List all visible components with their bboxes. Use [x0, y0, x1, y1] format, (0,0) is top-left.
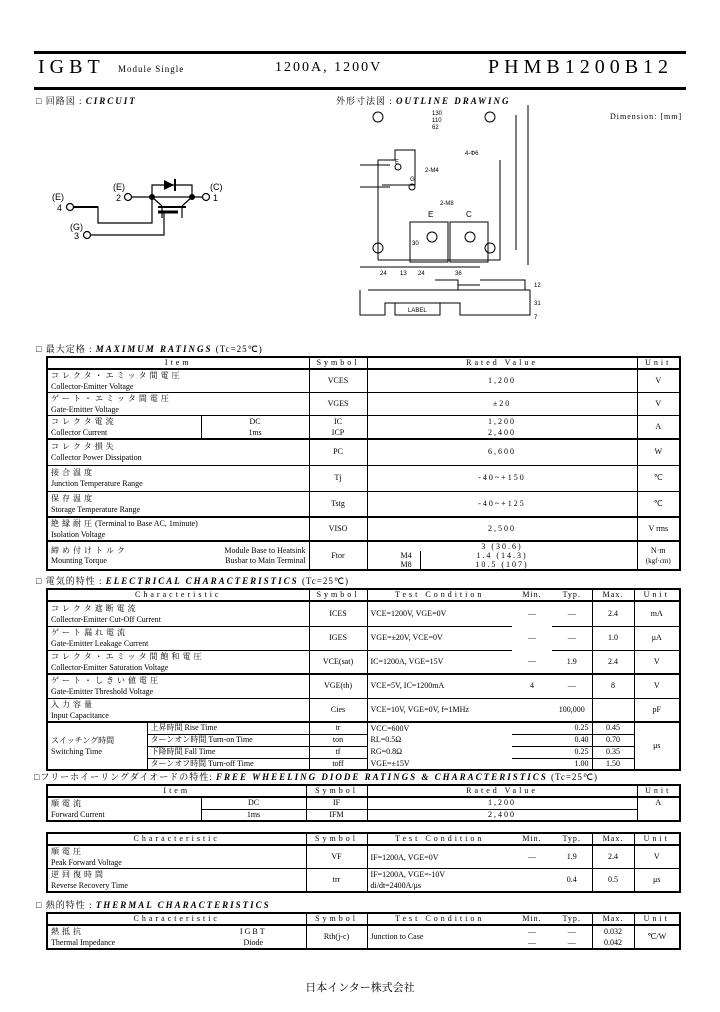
- header-bottom-rule: [34, 87, 686, 90]
- table-row: コレクタ・エミッタ間電圧 Collector-Emitter Voltage VCES 1,200 V: [47, 369, 680, 393]
- switching-row: スイッチング時間 Switching Time 上昇時間 Rise Time tr VCC=600V 0.25 0.45 μs: [47, 722, 680, 734]
- terminal-3-number: 3: [74, 231, 80, 241]
- circuit-diagram: [40, 160, 240, 250]
- dim-130: 130: [432, 111, 443, 117]
- header-characteristic: Characteristic: [47, 833, 306, 845]
- header-symbol: Symbol: [306, 833, 367, 845]
- header-item: Item: [47, 785, 306, 797]
- table-row: 保存温度 Storage Temperature Range Tstg -40~+125 ℃: [47, 491, 680, 517]
- dim-12: 12: [534, 283, 541, 289]
- electrical-table: [46, 588, 681, 771]
- max-ratings-table: [46, 356, 681, 571]
- max-ratings-title: □ 最大定格 : MAXIMUM RATINGS (Tc=25℃): [36, 344, 263, 354]
- outline-label-e: E: [428, 210, 434, 219]
- dim-24a: 24: [380, 271, 387, 277]
- circuit-section-title: □ 回路図 : CIRCUIT: [36, 96, 137, 106]
- header-symbol: Symbol: [306, 785, 367, 797]
- switching-row: ターンオン時間 Turn-on Time ton RL=0.5Ω 0.40 0.70: [47, 734, 680, 746]
- dim-31: 31: [534, 301, 541, 307]
- outline-label-text: LABEL: [408, 308, 427, 314]
- table-row: コレクタ・エミッタ間飽和電圧 Collector-Emitter Saturation Voltage VCE(sat) IC=1200A, VGE=15V — 1.9 2.4 V: [47, 650, 680, 674]
- table-row: ゲート漏れ電流 Gate-Emitter Leakage Current IGES VGE=±20V, VCE=0V — — 1.0 μA: [47, 626, 680, 650]
- dim-62: 62: [432, 125, 439, 131]
- header-top-rule: [34, 51, 686, 54]
- table-row: 入力容量 Input Capacitance Cies VCE=10V, VGE=0V, f=1MHz 100,000 pF: [47, 699, 680, 723]
- table-row: コレクタ遮断電流 Collector-Emitter Cut-Off Current ICES VCE=1200V, VGE=0V — — 2.4 mA: [47, 601, 680, 626]
- outline-m8: 2-M8: [440, 201, 454, 207]
- product-type: IGBT: [38, 56, 105, 78]
- header-symbol: Symbol: [309, 589, 367, 601]
- terminal-1-number: 1: [213, 193, 219, 203]
- rating-summary: 1200A, 1200V: [275, 60, 383, 75]
- table-row: 熱抵抗 Thermal Impedance IGBT Diode Rth(j-c) Junction to Case — — — — 0.032 0.042 ℃/W: [47, 925, 680, 949]
- table-row: Forward Current 1ms IFM 2,400: [47, 809, 680, 821]
- dim-110: 110: [432, 118, 442, 124]
- outline-drawing: [340, 105, 600, 335]
- dim-7: 7: [534, 315, 538, 321]
- part-number: PHMB1200B12: [488, 56, 674, 78]
- switching-row: ターンオフ時間 Turn-off Time toff VGE=±15V 1.00 1.50: [47, 758, 680, 770]
- terminal-3-name: (G): [70, 222, 83, 232]
- terminal-2-name: (E): [113, 182, 125, 192]
- header-test-condition: Test Condition: [367, 913, 512, 925]
- header-symbol: Symbol: [309, 357, 367, 369]
- header-test-condition: Test Condition: [367, 589, 512, 601]
- terminal-1-name: (C): [210, 182, 223, 192]
- header-max: Max.: [592, 589, 634, 601]
- header-unit: Unit: [634, 913, 680, 925]
- terminal-4-number: 4: [57, 203, 63, 213]
- header-min: Min.: [512, 589, 552, 601]
- table-row: 順電流 DC IF 1,200 A: [47, 797, 680, 809]
- header-unit: Unit: [637, 357, 680, 369]
- electrical-title: □ 電気的特性 : ELECTRICAL CHARACTERISTICS (Tc=25℃): [36, 576, 349, 586]
- header-characteristic: Characteristic: [47, 913, 306, 925]
- header-min: Min.: [512, 833, 552, 845]
- header-symbol: Symbol: [306, 913, 367, 925]
- company-name: 日本インター株式会社: [305, 981, 415, 994]
- header-max: Max.: [592, 913, 634, 925]
- terminal-4-name: (E): [52, 192, 64, 202]
- dim-13: 13: [400, 271, 407, 277]
- fwd-title: □フリーホイーリングダイオードの特性: FREE WHEELING DIODE RATINGS & CHARACTERISTICS (Tc=25℃): [34, 772, 599, 782]
- fwd-characteristics-table: [46, 832, 681, 893]
- table-row: ゲート・エミッタ間電圧 Gate-Emitter Voltage VGES ±20 V: [47, 393, 680, 416]
- outline-holes: 4-Φ6: [465, 151, 479, 157]
- header-unit: Unit: [634, 833, 680, 845]
- dim-30: 30: [412, 241, 419, 247]
- outline-m4: 2-M4: [425, 168, 439, 174]
- table-row: 接合温度 Junction Temperature Range Tj -40~+150 ℃: [47, 465, 680, 491]
- header-item: Item: [47, 357, 309, 369]
- table-row: コレクタ電流 Collector Current DC 1ms IC ICP 1,200 2,400 A: [47, 416, 680, 440]
- outline-label-c: C: [466, 210, 472, 219]
- fwd-ratings-table: [46, 784, 681, 822]
- header-unit: Unit: [637, 785, 680, 797]
- module-type: Module Single: [118, 64, 185, 74]
- header-typ: Typ.: [552, 833, 592, 845]
- table-row: コレクタ損失 Collector Power Dissipation PC 6,600 W: [47, 439, 680, 465]
- header-characteristic: Characteristic: [47, 589, 309, 601]
- header-rated-value: Rated Value: [367, 357, 637, 369]
- terminal-2-number: 2: [116, 193, 122, 203]
- header-typ: Typ.: [552, 589, 592, 601]
- header-rated-value: Rated Value: [367, 785, 637, 797]
- dim-36: 36: [455, 271, 462, 277]
- thermal-title: □ 熱的特性 : THERMAL CHARACTERISTICS: [36, 900, 271, 910]
- header-typ: Typ.: [552, 913, 592, 925]
- outline-section-title: 外形寸法図 : OUTLINE DRAWING: [336, 96, 511, 106]
- dim-24b: 24: [418, 271, 425, 277]
- thermal-table: [46, 912, 681, 950]
- dimension-note: Dimension: [mm]: [610, 112, 683, 121]
- outline-label-e-small: E: [395, 160, 400, 166]
- table-row: 順電圧 Peak Forward Voltage VF IF=1200A, VGE=0V — 1.9 2.4 V: [47, 845, 680, 869]
- outline-label-g: G: [410, 177, 415, 183]
- header-test-condition: Test Condition: [367, 833, 512, 845]
- table-row: 締め付けトルク Module Base to Heatsink Mounting Torque Busbar to Main Terminal Ftor 3 (30.6) M4 1.4 (14.3) M8 10.5 (107) N·m (kgf·cm): [47, 541, 680, 570]
- header-unit: Unit: [634, 589, 680, 601]
- header-min: Min.: [512, 913, 552, 925]
- table-row: ゲート・しきい値電圧 Gate-Emitter Threshold Voltage VGE(th) VCE=5V, IC=1200mA 4 — 8 V: [47, 674, 680, 699]
- table-row: 絶縁耐圧(Terminal to Base AC, 1minute) Isolation Voltage VISO 2,500 V rms: [47, 517, 680, 541]
- header-max: Max.: [592, 833, 634, 845]
- switching-row: 下降時間 Fall Time tf RG=0.8Ω 0.25 0.35: [47, 746, 680, 758]
- table-row: 逆回復時間 Reverse Recovery Time trr IF=1200A, VGE=-10V di/dt=2400A/μs 0.4 0.5 μs: [47, 869, 680, 893]
